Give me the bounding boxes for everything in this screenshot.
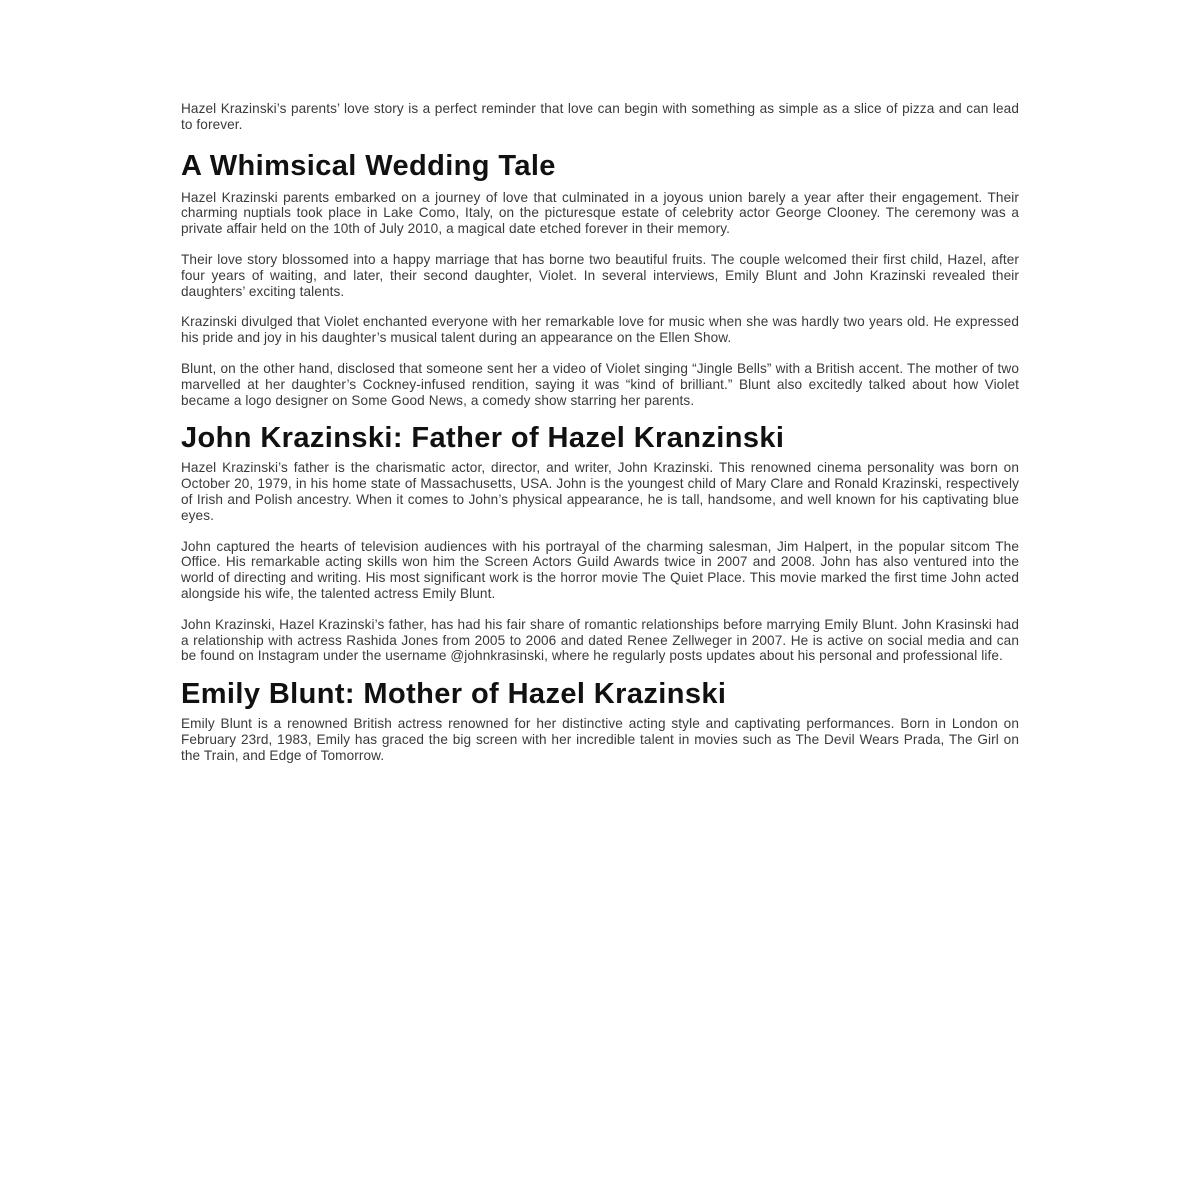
section-heading-wedding: A Whimsical Wedding Tale (181, 149, 556, 182)
intro-paragraph: Hazel Krazinski’s parents’ love story is a perfect reminder that love can begin with something as simple as a slice of pizza and can lead to forever. (181, 101, 1019, 132)
paragraph-father-3: John Krazinski, Hazel Krazinski’s father, has had his fair share of romantic relationships before marrying Emily Blunt. John Krasinski had a relationship with actress Rashida Jones from 2005 to 2006 and dated Renee Zellweger in 2007. He is active on social media and can be found on Instagram under the username @johnkrasinski, where he regularly posts updates about his personal and professional life. (181, 616, 1019, 664)
section-heading-mother: Emily Blunt: Mother of Hazel Krazinski (181, 678, 727, 711)
paragraph-wedding-4: Blunt, on the other hand, disclosed that someone sent her a video of Violet singing “Jingle Bells” with a British accent. The mother of two marvelled at her daughter’s Cockney-infused rendition, saying it was “kind of brilliant.” Blunt also excitedly talked about how Violet became a logo designer on Some Good News, a comedy show starring her parents. (181, 360, 1019, 408)
paragraph-father-2: John captured the hearts of television audiences with his portrayal of the charming salesman, Jim Halpert, in the popular sitcom The Office. His remarkable acting skills won him the Screen Actors Guild Awards twice in 2007 and 2008. John has also ventured into the world of directing and writing. His most significant work is the horror movie The Quiet Place. This movie marked the first time John acted alongside his wife, the talented actress Emily Blunt. (181, 538, 1019, 601)
paragraph-mother-1: Emily Blunt is a renowned British actress renowned for her distinctive acting style and captivating performances. Born in London on February 23rd, 1983, Emily has graced the big screen with her incredible talent in movies such as The Devil Wears Prada, The Girl on the Train, and Edge of Tomorrow. (181, 716, 1019, 763)
paragraph-wedding-1: Hazel Krazinski parents embarked on a journey of love that culminated in a joyous union barely a year after their engagement. Their charming nuptials took place in Lake Como, Italy, on the picturesque estate of celebrity actor George Clooney. The ceremony was a private affair held on the 10th of July 2010, a magical date etched forever in their memory. (181, 189, 1019, 237)
section-heading-father: John Krazinski: Father of Hazel Kranzinski (181, 422, 785, 455)
paragraph-father-1: Hazel Krazinski’s father is the charismatic actor, director, and writer, John Krazinski. This renowned cinema personality was born on October 20, 1979, in his home state of Massachusetts, USA. John is the youngest child of Mary Clare and Ronald Krazinski, respectively of Irish and Polish ancestry. When it comes to John’s physical appearance, he is tall, handsome, and well known for his captivating blue eyes. (181, 460, 1019, 523)
paragraph-wedding-3: Krazinski divulged that Violet enchanted everyone with her remarkable love for music when she was hardly two years old. He expressed his pride and joy in his daughter’s musical talent during an appearance on the Ellen Show. (181, 314, 1019, 346)
paragraph-wedding-2: Their love story blossomed into a happy marriage that has borne two beautiful fruits. The couple welcomed their first child, Hazel, after four years of waiting, and later, their second daughter, Violet. In several interviews, Emily Blunt and John Krazinski revealed their daughters’ exciting talents. (181, 251, 1019, 299)
article-page (181, 101, 1019, 764)
